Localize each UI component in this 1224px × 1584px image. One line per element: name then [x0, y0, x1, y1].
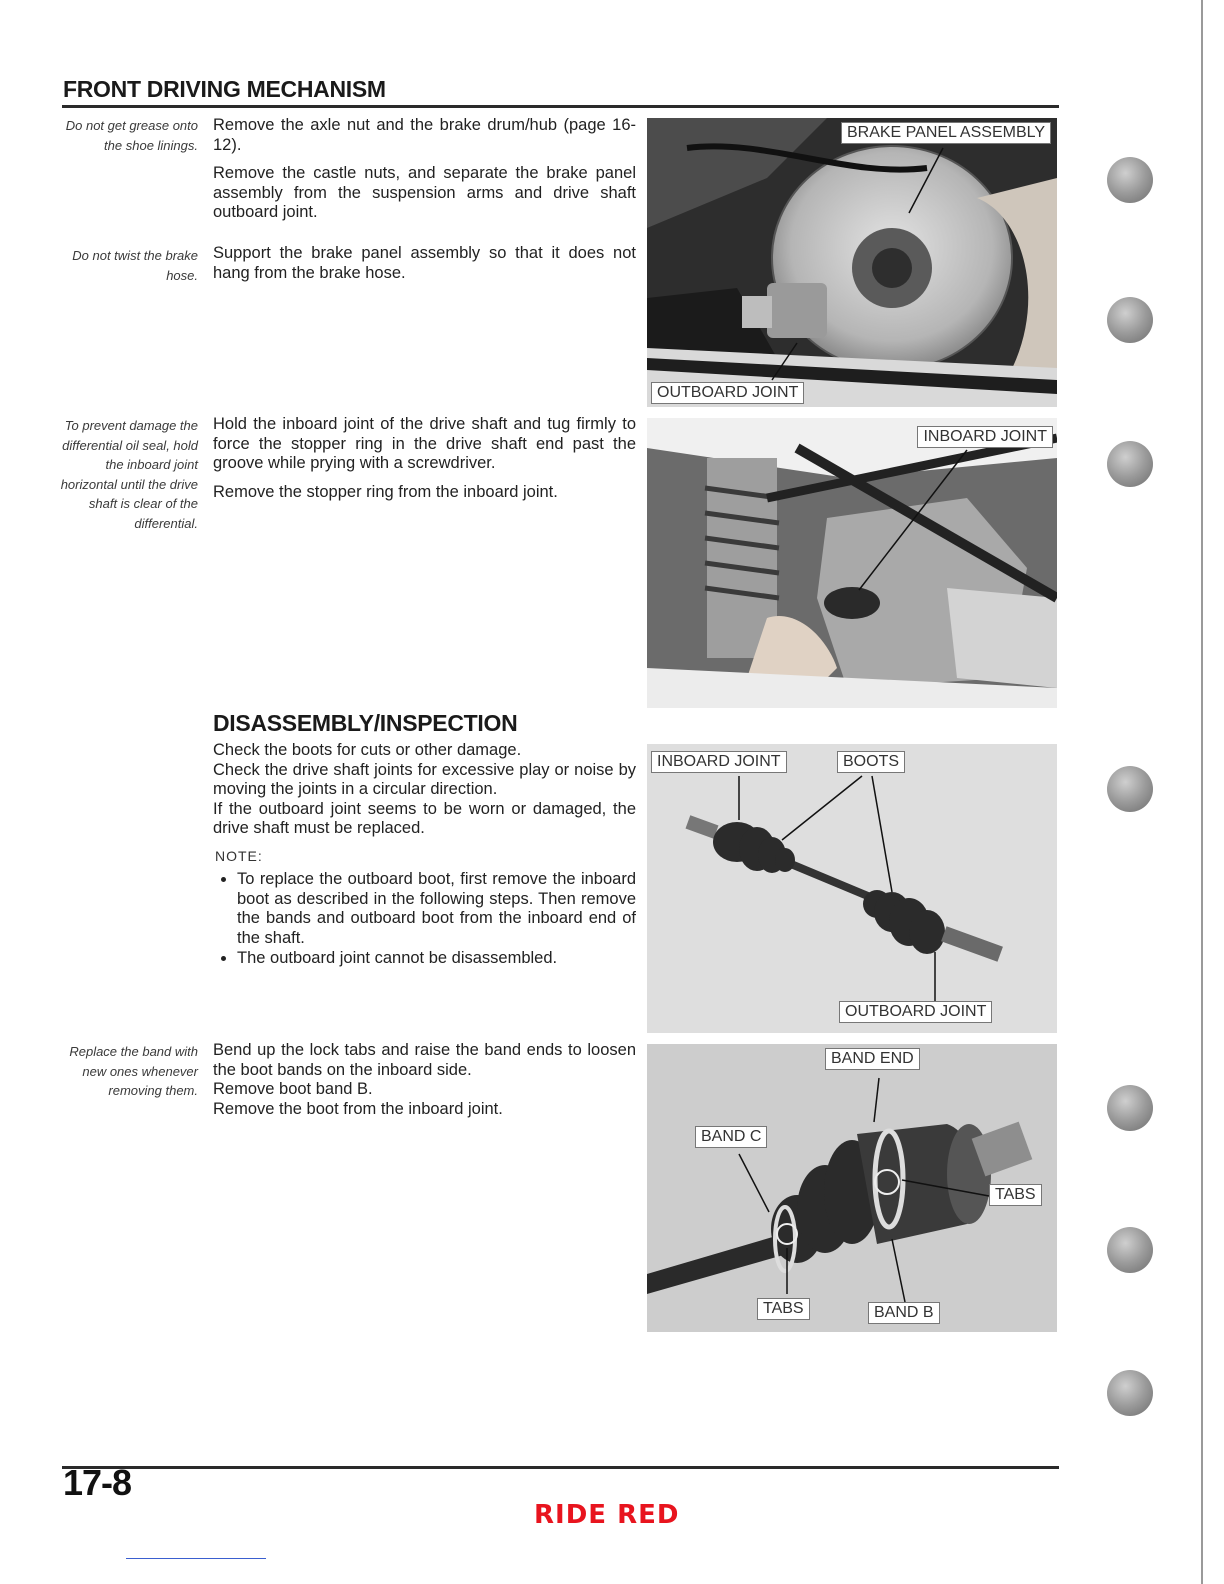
text-line: Remove boot band B.	[213, 1080, 373, 1098]
text-line: Remove the boot from the inboard joint.	[213, 1099, 503, 1118]
photo-brake-panel	[647, 118, 1057, 407]
section2-text: Support the brake panel assembly so that it does not hang from the brake hose.	[213, 244, 636, 282]
photo-boot-bands	[647, 1044, 1057, 1332]
note-label: NOTE:	[215, 847, 263, 864]
label-inboard-joint: INBOARD JOINT	[651, 751, 787, 773]
label-band-b: BAND B	[868, 1302, 940, 1324]
brake-panel-illustration	[647, 118, 1057, 407]
side-note-oil-seal: To prevent damage the differential oil seal, hold the inboard joint horizontal until the drive shaft is clear of the differential.	[60, 418, 198, 531]
punch-hole	[1107, 766, 1153, 812]
text-line: Check the drive shaft joints for excessive play or noise by moving the joints in a circular direction.	[213, 760, 636, 798]
note-list	[213, 870, 636, 969]
label-brake-panel-assembly: BRAKE PANEL ASSEMBLY	[841, 122, 1051, 144]
side-note-grease: Do not get grease onto the shoe linings.	[65, 118, 198, 153]
list-item: • The outboard joint cannot be disassembled.	[237, 949, 636, 969]
page-title: FRONT DRIVING MECHANISM	[63, 76, 386, 102]
drive-shaft-illustration	[647, 744, 1057, 1033]
section1-text	[213, 116, 636, 232]
text-line: If the outboard joint seems to be worn or damaged, the drive shaft must be replaced.	[213, 799, 636, 837]
section3-text	[213, 415, 636, 511]
list-item: • To replace the outboard boot, first remove the inboard boot as described in the following steps. Then remove the bands and outboard boot from the inboard end of the shaft.	[237, 870, 636, 948]
text-line: Bend up the lock tabs and raise the band ends to loosen the boot bands on the inboard side.	[213, 1041, 636, 1079]
section4-text	[213, 1041, 636, 1119]
label-tabs: TABS	[989, 1184, 1042, 1206]
punch-hole	[1107, 1085, 1153, 1131]
link-underline	[126, 1558, 266, 1559]
disassembly-text	[213, 741, 636, 970]
photo-drive-shaft	[647, 744, 1057, 1033]
side-note-band: Replace the band with new ones whenever removing them.	[69, 1044, 198, 1098]
punch-hole	[1107, 1227, 1153, 1273]
label-outboard-joint: OUTBOARD JOINT	[839, 1001, 992, 1023]
label-outboard-joint: OUTBOARD JOINT	[651, 382, 804, 404]
label-band-c: BAND C	[695, 1126, 767, 1148]
page-edge	[1201, 0, 1203, 1584]
brand-logo: RIDE RED	[534, 1500, 680, 1530]
label-inboard-joint: INBOARD JOINT	[917, 426, 1053, 448]
footer-rule	[62, 1466, 1059, 1469]
side-note-hose: Do not twist the brake hose.	[72, 248, 198, 283]
punch-hole	[1107, 157, 1153, 203]
inboard-joint-illustration	[647, 418, 1057, 708]
label-boots: BOOTS	[837, 751, 905, 773]
text-line: Check the boots for cuts or other damage.	[213, 741, 522, 759]
label-tabs: TABS	[757, 1298, 810, 1320]
punch-hole	[1107, 441, 1153, 487]
section-heading-disassembly: DISASSEMBLY/INSPECTION	[213, 710, 518, 736]
paragraph: Hold the inboard joint of the drive shaft and tug firmly to force the stopper ring in the drive shaft end past the groove while prying with a screwdriver.	[213, 415, 636, 472]
punch-hole	[1107, 1370, 1153, 1416]
paragraph: Remove the axle nut and the brake drum/hub (page 16-12).	[213, 116, 636, 154]
punch-hole	[1107, 297, 1153, 343]
paragraph: Remove the stopper ring from the inboard joint.	[213, 482, 558, 501]
photo-inboard-joint	[647, 418, 1057, 708]
header-rule	[62, 105, 1059, 108]
paragraph: Remove the castle nuts, and separate the brake panel assembly from the suspension arms and drive shaft outboard joint.	[213, 164, 636, 221]
page-number: 17-8	[63, 1462, 132, 1503]
label-band-end: BAND END	[825, 1048, 920, 1070]
